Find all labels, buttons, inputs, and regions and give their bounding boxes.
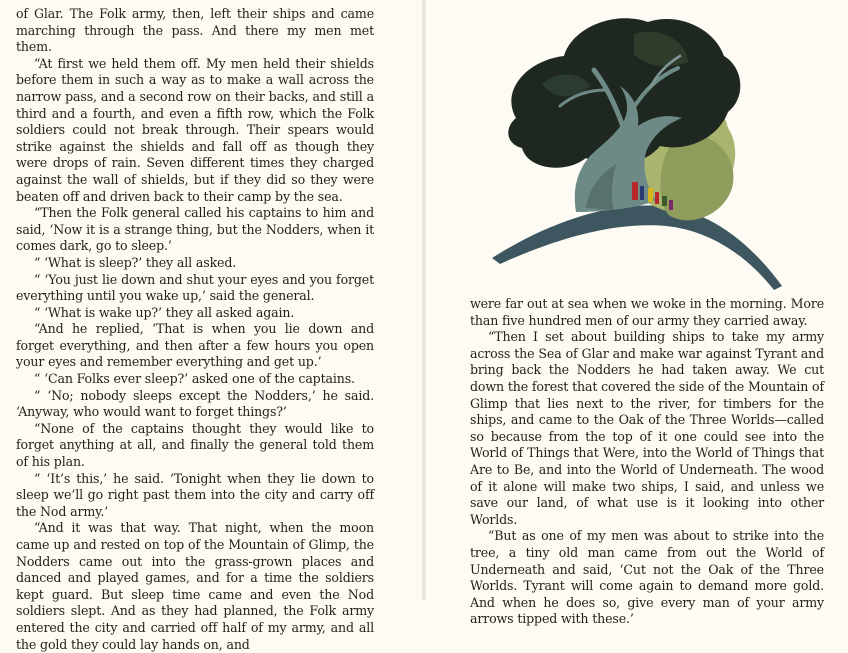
paragraph: “ ‘It’s this,’ he said. ‘Tonight when they lie down to sleep we’ll go right past them into the city and carry off the Nod army.’ (16, 470, 374, 519)
left-page (0, 0, 424, 652)
paragraph: “ ‘Can Folks ever sleep?’ asked one of the captains. (34, 371, 355, 387)
paragraph: “Then the Folk general called his captains to him and said, ‘Now it is a strange thing, but the Nodders, when it comes dark, go to sleep.’ (16, 205, 374, 254)
paragraph: “ ‘You just lie down and shut your eyes and you forget everything until you wake up,’ said the general. (16, 271, 374, 304)
oak-tree-illustration (482, 6, 782, 290)
paragraph: “And it was that way. That night, when the moon came up and rested on top of the Mountain of Glimp, the Nodders came out into the grass-grown places and danced and played games, and for a time the soldiers kept guard. But sleep time came and even the Nod soldiers slept. And as they had planned, the Folk army entered the city and carried off half of my army, and all the gold they could lay hands on, and (16, 520, 374, 652)
paragraph: “At first we held them off. My men held their shields before them in such a way as to make a wall across the narrow pass, and a second row on their backs, and still a third and a fourth, and even a fifth row, which the Folk soldiers could not break through. Their spears would strike against the shields and fall off as though they were drops of rain. Seven different times they charged against the wall of shields, but if they did so they were beaten off and driven back to their camp by the sea. (16, 55, 374, 204)
paragraph: “None of the captains thought they would like to forget anything at all, and finally the general told them of his plan. (16, 420, 374, 470)
paragraph: “ ‘What is wake up?’ they all asked again. (34, 304, 295, 320)
paragraph: “And he replied, ‘That is when you lie down and forget everything, and then after a few hours you open your eyes and remember everything and get up.’ (16, 321, 374, 370)
paragraph: “But as one of my men was about to strike into the tree, a tiny old man came from out the World of Underneath and said, ‘Cut not the Oak of the Three Worlds. Tyrant will come again to demand more gold. And when he does so, give every man of your army arrows tipped with these.’ (470, 528, 824, 627)
right-page (424, 0, 848, 627)
left-page-text (16, 6, 374, 653)
paragraph: “ ‘What is sleep?’ they all asked. (34, 254, 237, 270)
paragraph: “Then I set about building ships to take my army across the Sea of Glar and make war against Tyrant and bring back the Nodders he had taken away. We cut down the forest that covered the side of the Mountain of Glimp that lies next to the river, for timbers for the ships, and came to the Oak of the Three Worlds—called so because from the top of it one could see into the World of Things that Were, into the World of Things that Are to Be, and into the World of Underneath. The wood of it alone will make two ships, I said, and unless we save our land, of what use is it looking into other Worlds. (470, 329, 824, 527)
right-page-text (470, 296, 824, 628)
paragraph: “ ‘No; nobody sleeps except the Nodders,’ he said. ‘Anyway, who would want to forget things?’ (16, 387, 374, 420)
paragraph: were far out at sea when we woke in the morning. More than five hundred men of our army they carried away. (470, 296, 824, 328)
paragraph: of Glar. The Folk army, then, left their ships and came marching through the pass. And there my men met them. (16, 6, 374, 55)
